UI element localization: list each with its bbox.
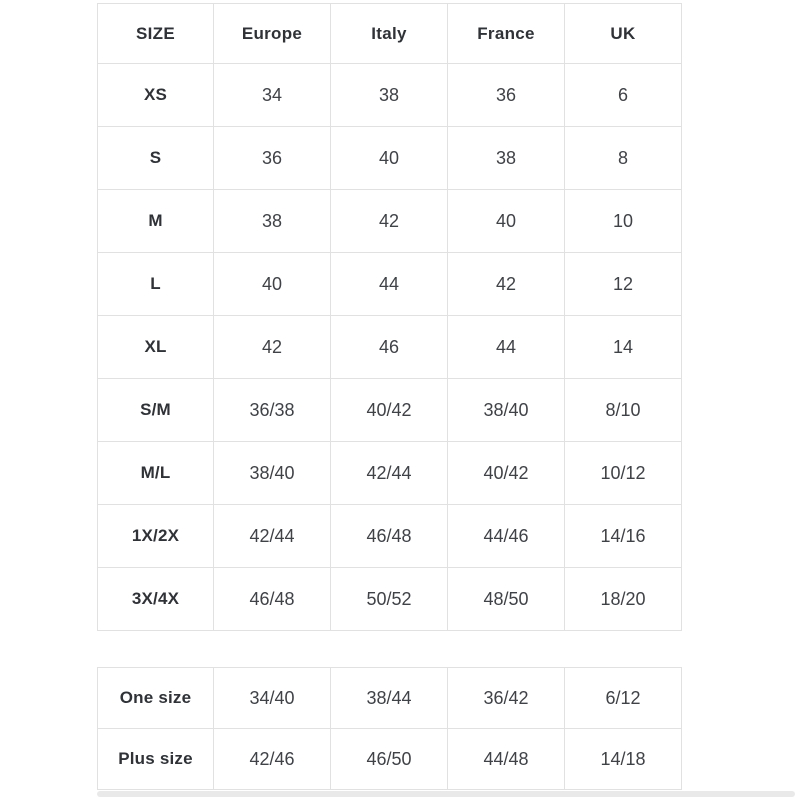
table-cell: 40/42 xyxy=(448,442,565,505)
row-label: M/L xyxy=(98,442,214,505)
table-cell: 8 xyxy=(565,127,682,190)
table-cell: 38/44 xyxy=(331,668,448,729)
table-cell: 42/44 xyxy=(214,505,331,568)
horizontal-scrollbar[interactable] xyxy=(97,791,795,797)
table-row-1x-2x xyxy=(98,505,682,568)
table-header-row xyxy=(98,4,682,64)
table-cell: 40 xyxy=(448,190,565,253)
size-conversion-table xyxy=(97,3,682,631)
table-cell: 40 xyxy=(331,127,448,190)
table-cell: 40/42 xyxy=(331,379,448,442)
table-cell: 14 xyxy=(565,316,682,379)
table-cell: 40 xyxy=(214,253,331,316)
table-cell: 38 xyxy=(331,64,448,127)
table-cell: 36/42 xyxy=(448,668,565,729)
table-cell: 44/48 xyxy=(448,729,565,790)
table-cell: 42/46 xyxy=(214,729,331,790)
table-cell: 46 xyxy=(331,316,448,379)
table-row-s xyxy=(98,127,682,190)
table-row-l xyxy=(98,253,682,316)
table-cell: 46/50 xyxy=(331,729,448,790)
row-label: 1X/2X xyxy=(98,505,214,568)
column-header-italy: Italy xyxy=(331,4,448,64)
table-cell: 42 xyxy=(331,190,448,253)
table-row-m xyxy=(98,190,682,253)
table-cell: 50/52 xyxy=(331,568,448,631)
row-label: 3X/4X xyxy=(98,568,214,631)
table-cell: 36 xyxy=(448,64,565,127)
row-label: XS xyxy=(98,64,214,127)
row-label: Plus size xyxy=(98,729,214,790)
table-cell: 38 xyxy=(214,190,331,253)
table-cell: 36 xyxy=(214,127,331,190)
special-sizes-table xyxy=(97,667,682,790)
table-cell: 18/20 xyxy=(565,568,682,631)
row-label: S/M xyxy=(98,379,214,442)
row-label: S xyxy=(98,127,214,190)
row-label: M xyxy=(98,190,214,253)
table-cell: 44/46 xyxy=(448,505,565,568)
table-row-s-m xyxy=(98,379,682,442)
column-header-size: SIZE xyxy=(98,4,214,64)
table-row-xl xyxy=(98,316,682,379)
table-cell: 44 xyxy=(331,253,448,316)
table-cell: 6 xyxy=(565,64,682,127)
table-cell: 34/40 xyxy=(214,668,331,729)
column-header-europe: Europe xyxy=(214,4,331,64)
table-row-one-size xyxy=(98,668,682,729)
table-cell: 46/48 xyxy=(331,505,448,568)
row-label: XL xyxy=(98,316,214,379)
table-row-3x-4x xyxy=(98,568,682,631)
table-cell: 10 xyxy=(565,190,682,253)
table-cell: 36/38 xyxy=(214,379,331,442)
table-cell: 12 xyxy=(565,253,682,316)
row-label: L xyxy=(98,253,214,316)
column-header-uk: UK xyxy=(565,4,682,64)
table-cell: 14/18 xyxy=(565,729,682,790)
table-cell: 44 xyxy=(448,316,565,379)
table-cell: 42 xyxy=(448,253,565,316)
table-cell: 38/40 xyxy=(448,379,565,442)
column-header-france: France xyxy=(448,4,565,64)
table-cell: 8/10 xyxy=(565,379,682,442)
table-row-plus-size xyxy=(98,729,682,790)
table-cell: 48/50 xyxy=(448,568,565,631)
table-cell: 38 xyxy=(448,127,565,190)
table-row-m-l xyxy=(98,442,682,505)
table-cell: 34 xyxy=(214,64,331,127)
row-label: One size xyxy=(98,668,214,729)
table-cell: 10/12 xyxy=(565,442,682,505)
table-cell: 42 xyxy=(214,316,331,379)
table-cell: 46/48 xyxy=(214,568,331,631)
table-cell: 6/12 xyxy=(565,668,682,729)
table-cell: 14/16 xyxy=(565,505,682,568)
table-cell: 38/40 xyxy=(214,442,331,505)
table-row-xs xyxy=(98,64,682,127)
table-cell: 42/44 xyxy=(331,442,448,505)
